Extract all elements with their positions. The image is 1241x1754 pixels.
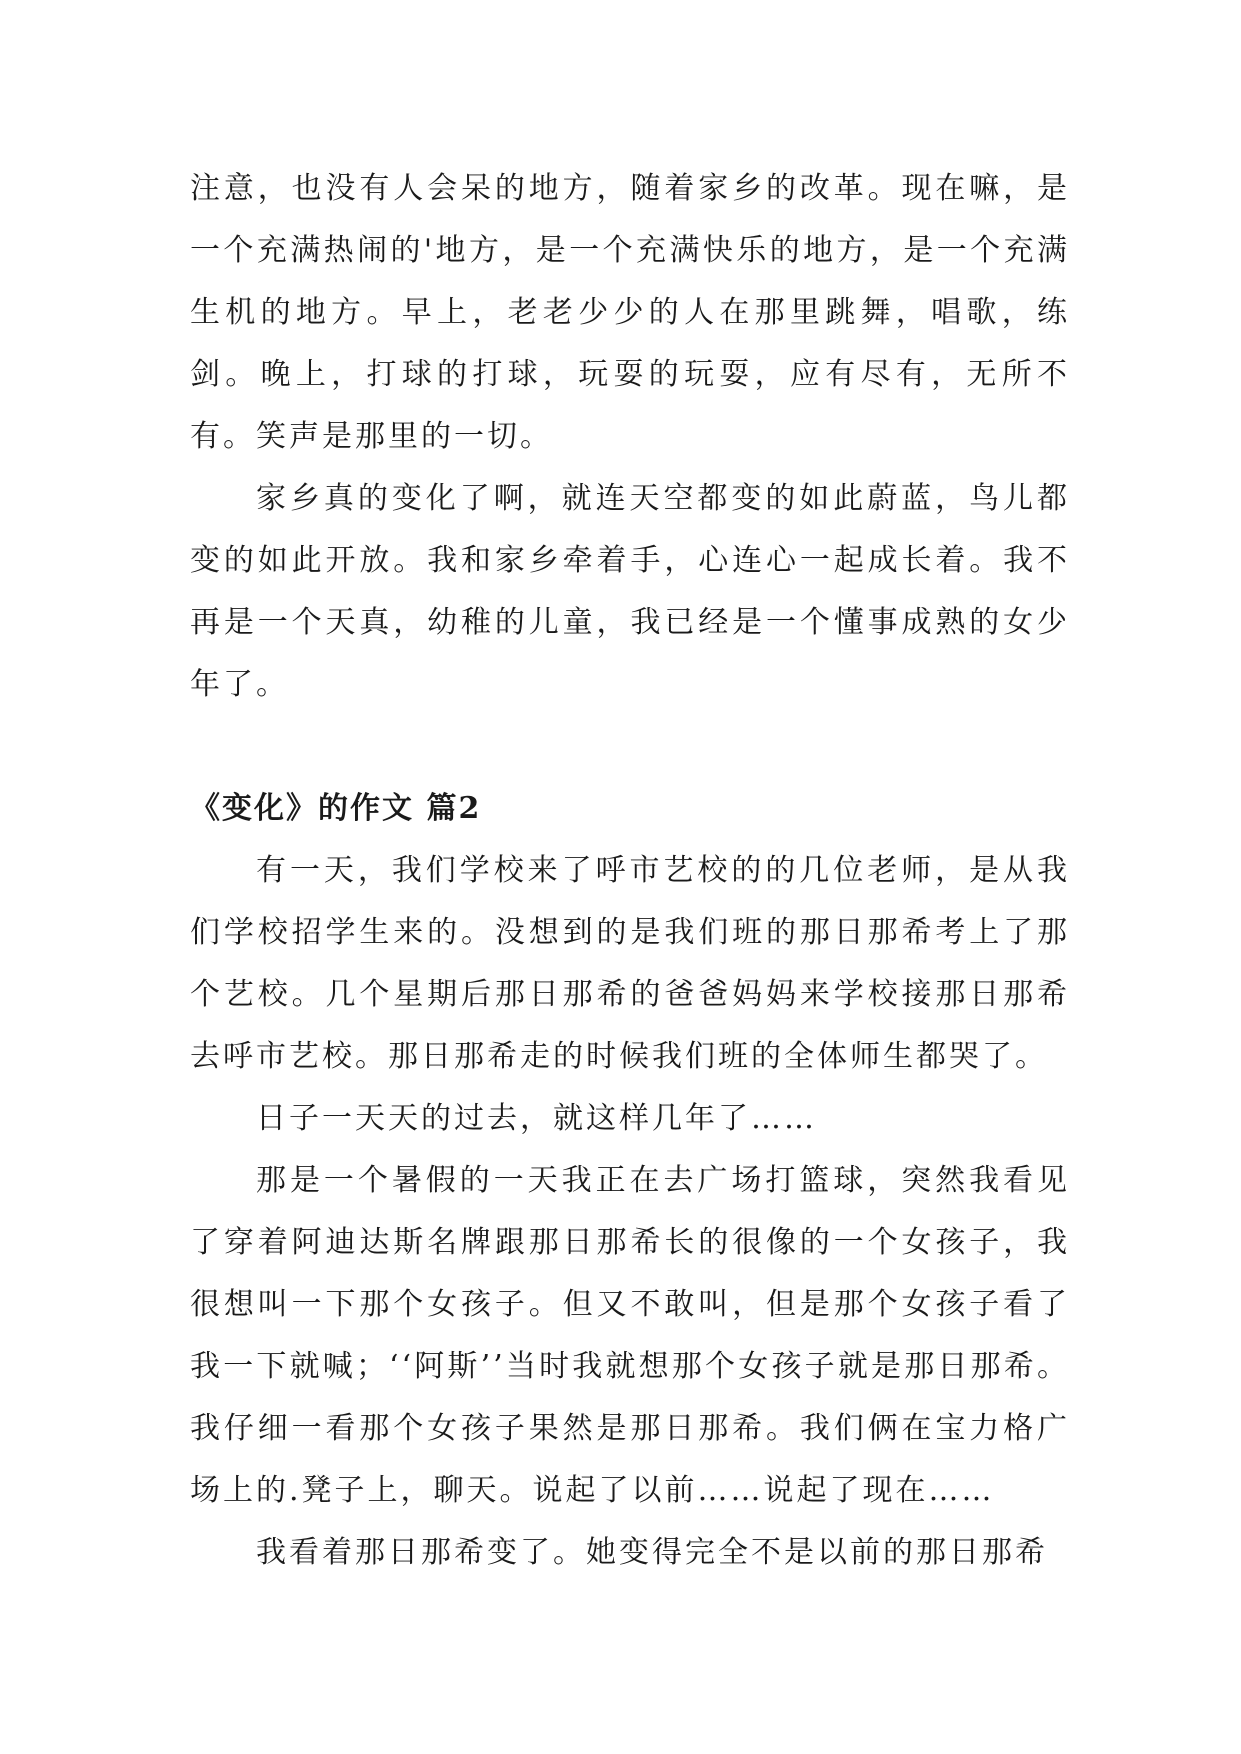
paragraph: 家乡真的变化了啊，就连天空都变的如此蔚蓝，鸟儿都变的如此开放。我和家乡牵着手，心连心一起成长着。我不再是一个天真，幼稚的儿童，我已经是一个懂事成熟的女少年了。 [190,481,1070,702]
document-body [190,158,1070,1584]
paragraph: 有一天，我们学校来了呼市艺校的的几位老师，是从我们学校招学生来的。没想到的是我们班的那日那希考上了那个艺校。几个星期后那日那希的爸爸妈妈来学校接那日那希去呼市艺校。那日那希走的时候我们班的全体师生都哭了。 [190,853,1070,1074]
section-heading: 《变化》的作文 篇2 [190,791,482,826]
paragraph-continued: 注意，也没有人会呆的地方，随着家乡的改革。现在嘛，是一个充满热闹的'地方，是一个充满快乐的地方，是一个充满生机的地方。早上，老老少少的人在那里跳舞，唱歌，练剑。晚上，打球的打球，玩耍的玩耍，应有尽有，无所不有。笑声是那里的一切。 [190,171,1070,454]
paragraph: 我看着那日那希变了。她变得完全不是以前的那日那希 [256,1535,1048,1570]
paragraph: 日子一天天的过去，就这样几年了…… [256,1101,817,1136]
paragraph: 那是一个暑假的一天我正在去广场打篮球，突然我看见了穿着阿迪达斯名牌跟那日那希长的很像的一个女孩子，我很想叫一下那个女孩子。但又不敢叫，但是那个女孩子看了我一下就喊；‘‘阿斯’’当时我就想那个女孩子就是那日那希。我仔细一看那个女孩子果然是那日那希。我们俩在宝力格广场上的.凳子上，聊天。说起了以前……说起了现在…… [190,1163,1070,1508]
